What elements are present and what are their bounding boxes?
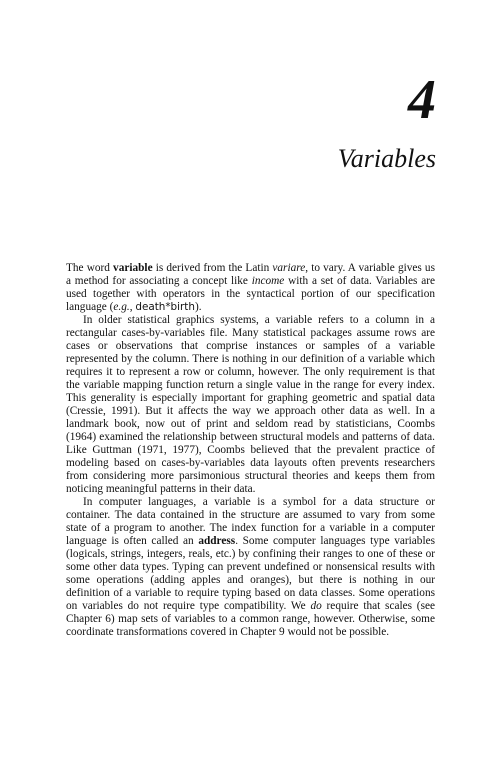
body-text [66, 262, 435, 639]
eg-abbrev: e.g. [113, 301, 130, 313]
emphasis-do: do [310, 600, 322, 612]
paragraph-2: In older statistical graphics systems, a variable refers to a column in a rectangular cases-by-variables file. Many statistical packages assume rows are cases or observations that comprise instances or samples of a variable represented by the column. There is nothing in our definition of a variable which requires it to represent a row or column, however. The only requirement is that the variable mapping function return a single value in the range for every index. This generality is especially important for graphing geometric and spatial data (Cressie, 1991). But it affects the way we approach other data as well. In a landmark book, now out of print and seldom read by statisticians, Coombs (1964) examined the relationship between structural models and patterns of data. Like Guttman (1971, 1977), Coombs believed that the prevalent practice of modeling based on cases-by-variables data layouts often prevents researchers from considering more parsimonious structural theories and keeps them from noticing meaningful patterns in their data. [66, 314, 435, 495]
p3-text-2: . Some computer languages type variables (logicals, strings, integers, reals, etc.) by confining their ranges to one of these or some other data types. Typing can prevent undefined or nonsensical results with some operations (adding apples and oranges), but there is nothing in our definition of a variable to require typing based on data classes. Some operations on variables do not require type compatibility. We [66, 535, 435, 612]
paragraph-1 [66, 262, 435, 314]
p1-text-5: , [129, 301, 136, 313]
chapter-number: 4 [408, 69, 436, 131]
p1-text-3: , to vary. A variable gives us a method for associating a concept like [66, 262, 435, 287]
p3-text-1: In computer languages, a variable is a symbol for a data structure or container. The data contained in the structure are assumed to vary from some state of a program to another. The index function for a variable in a computer language is often called an [66, 496, 435, 547]
latin-variare: variare [272, 262, 306, 274]
p1-text-2: is derived from the Latin [152, 262, 273, 274]
p3-text-3: require that scales (see Chapter 6) map sets of variables to a common range, however. Otherwise, some coordinate transformations covered in Chapter 9 would not be possible. [66, 600, 435, 638]
paragraph-3 [66, 496, 435, 639]
code-example: death*birth [135, 301, 195, 313]
term-address: address [198, 535, 236, 547]
p1-text-4: with a set of data. Variables are used together with operators in the syntactical portion of our specification language ( [66, 275, 435, 313]
p1-text-6: ). [194, 301, 202, 313]
p1-text-1: The word [66, 262, 114, 274]
term-income: income [251, 275, 285, 287]
term-variable: variable [113, 262, 153, 274]
chapter-title: Variables [337, 144, 436, 173]
